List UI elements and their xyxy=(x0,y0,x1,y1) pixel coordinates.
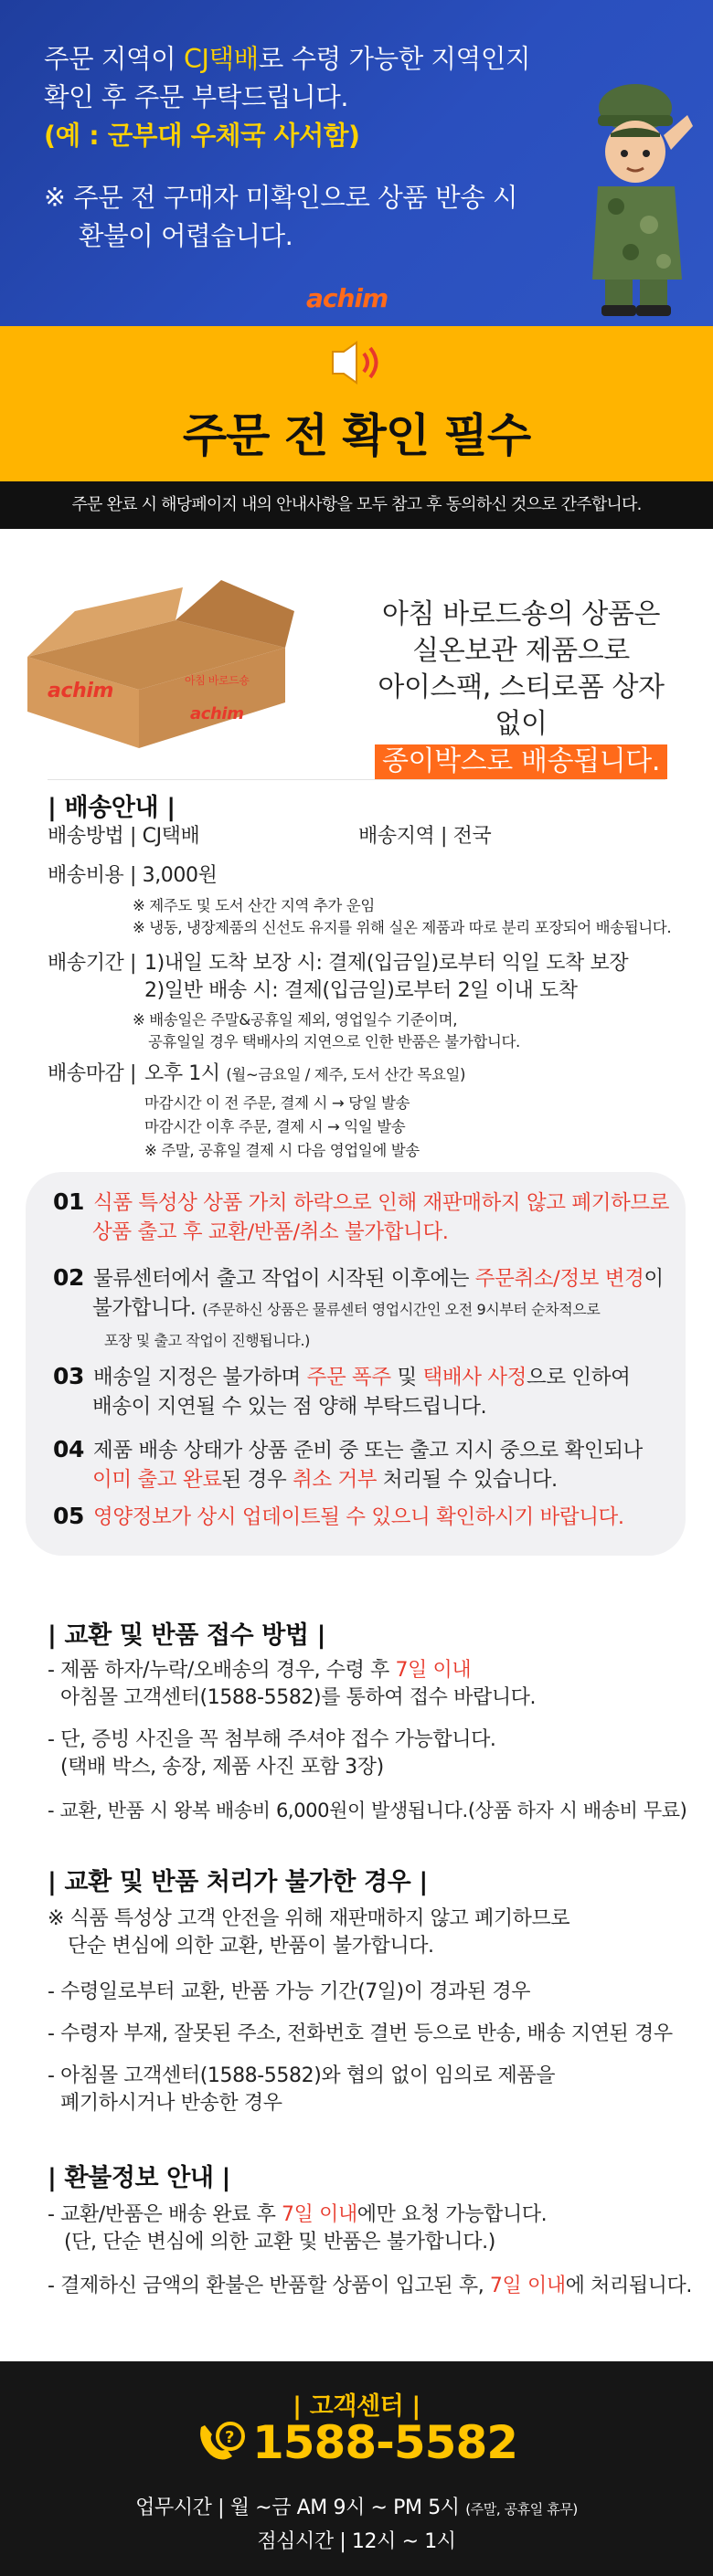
must-check-band xyxy=(0,326,713,481)
impossible-c1: - 아침몰 고객센터(1588-5582)와 협의 없이 임의로 제품을 xyxy=(48,2064,556,2087)
banner-line1a: 주문 지역이 xyxy=(44,44,184,74)
delivery-cutoff-note1: 마감시간 이 전 주문, 결제 시 → 당일 발송 xyxy=(144,1094,410,1112)
banner-line2: 확인 후 주문 부탁드립니다. xyxy=(44,82,349,112)
box-line2: 실온보관 제품으로 xyxy=(412,635,630,667)
notice-text-4c: 된 경우 xyxy=(221,1468,293,1492)
refund-a1-tail: 에만 요청 가능합니다. xyxy=(356,2203,548,2226)
delivery-period-note2: 공휴일일 경우 택배사의 지연으로 인한 반품은 불가합니다. xyxy=(148,1033,520,1050)
notice-item-1 xyxy=(53,1188,669,1247)
footer-lunch: 점심시간 | 12시 ~ 1시 xyxy=(257,2530,456,2553)
notice-text-3b: 주문 폭주 xyxy=(306,1366,391,1389)
footer-hours-text: 업무시간 | 월 ~금 AM 9시 ~ PM 5시 xyxy=(135,2497,460,2519)
notice-item-4 xyxy=(53,1435,643,1494)
refund-a1-text: - 교환/반품은 배송 완료 후 xyxy=(48,2203,282,2226)
exchange-a1 xyxy=(48,1657,471,1684)
notice-text-2f: 포장 및 출고 작업이 진행됩니다.) xyxy=(104,1332,311,1349)
delivery-method: 배송방법 | CJ택배 xyxy=(48,825,200,848)
impossible-title: | 교환 및 반품 처리가 불가한 경우 | xyxy=(48,1868,428,1896)
impossible-c2: 폐기하시거나 반송한 경우 xyxy=(60,2092,282,2115)
notice-text-5: 영양정보가 상시 업데이트될 수 있으니 확인하시기 바랍니다. xyxy=(93,1505,624,1529)
exchange-a1-text: - 제품 하자/누락/오배송의 경우, 수령 후 xyxy=(48,1659,396,1682)
banner-warning xyxy=(44,179,517,256)
divider xyxy=(48,779,665,780)
delivery-cutoff-label: 배송마감 | xyxy=(48,1062,137,1085)
exchange-b1: - 단, 증빙 사진을 꼭 첨부해 주셔야 접수 가능합니다. xyxy=(48,1728,496,1751)
delivery-area: 배송지역 | 전국 xyxy=(358,825,492,848)
refund-a2: (단, 단순 변심에 의한 교환 및 반품은 불가합니다.) xyxy=(64,2231,495,2254)
box-line4: 종이박스로 배송됩니다. xyxy=(375,744,667,779)
notice-item-3 xyxy=(53,1362,630,1421)
notice-number-4: 04 xyxy=(53,1436,84,1462)
phone-question-icon xyxy=(196,2420,249,2462)
refund-a1-days: 7일 이내 xyxy=(282,2203,357,2226)
must-check-title: 주문 전 확인 필수 xyxy=(182,409,531,462)
banner-line1c: 로 수령 xyxy=(258,44,349,74)
notice-text-2b: 주문취소/정보 변경 xyxy=(474,1267,644,1291)
notice-text-3c: 및 xyxy=(390,1366,423,1389)
notice-item-2 xyxy=(53,1263,664,1356)
refund-b1-text: - 결제하신 금액의 환불은 반품할 상품이 입고된 후, xyxy=(48,2275,490,2297)
notice-number-3: 03 xyxy=(53,1363,84,1389)
notice-text-4d: 취소 거부 xyxy=(293,1468,378,1492)
notice-text-3e: 으로 인하여 xyxy=(526,1366,631,1389)
footer-hours-sub: (주말, 공휴일 휴무) xyxy=(465,2501,578,2518)
banner-line1e: 인지 xyxy=(480,44,531,74)
banner-text xyxy=(44,40,530,155)
notice-number-1: 01 xyxy=(53,1188,84,1215)
delivery-period1: 1)내일 도착 보장 시: 결제(입금일)로부터 익일 도착 보장 xyxy=(144,952,629,975)
delivery-cutoff-time: 오후 1시 xyxy=(144,1062,220,1085)
notice-text-4e: 처리될 수 있습니다. xyxy=(377,1468,558,1492)
impossible-red1: ※ 식품 특성상 고객 안전을 위해 재판매하지 않고 폐기하므로 xyxy=(48,1907,570,1930)
notice-item-5 xyxy=(53,1502,624,1532)
footer-title: | 고객센터 | xyxy=(293,2392,420,2421)
notice-text-2d: 불가합니다. xyxy=(92,1296,197,1320)
notice-text-1b: 상품 출고 후 교환/반품/취소 불가합니다. xyxy=(92,1220,449,1244)
customer-center-footer xyxy=(0,2361,713,2576)
delivery-period-note1: ※ 배송일은 주말&공휴일 제외, 영업일수 기준이며, xyxy=(133,1011,458,1029)
notice-text-3f: 배송이 지연될 수 있는 점 양해 부탁드립니다. xyxy=(92,1395,487,1419)
delivery-cutoff xyxy=(144,1061,465,1088)
achim-logo: achim xyxy=(306,283,388,313)
notice-number-5: 05 xyxy=(53,1503,84,1529)
box-section xyxy=(0,529,713,780)
delivery-cutoff-note2: 마감시간 이후 주문, 결제 시 → 익일 발송 xyxy=(144,1118,406,1135)
footer-tel[interactable] xyxy=(0,2416,713,2469)
notice-number-2: 02 xyxy=(53,1264,84,1291)
top-banner xyxy=(0,0,713,326)
notice-text-3a: 배송일 지정은 불가하며 xyxy=(93,1366,307,1389)
delivery-cutoff-sub: (월~금요일 / 제주, 도서 산간 목요일) xyxy=(226,1066,466,1083)
exchange-a2: 아침몰 고객센터(1588-5582)를 통하여 접수 바랍니다. xyxy=(60,1686,537,1709)
notice-text-4a: 제품 배송 상태가 상품 준비 중 또는 출고 지시 중으로 확인되나 xyxy=(93,1439,643,1462)
delivery-cutoff-note3: ※ 주말, 공휴일 결제 시 다음 영업일에 발송 xyxy=(144,1142,420,1159)
exchange-title: | 교환 및 반품 접수 방법 | xyxy=(48,1621,326,1650)
exchange-b2: (택배 박스, 송장, 제품 사진 포함 3장) xyxy=(60,1756,384,1779)
impossible-red2: 단순 변심에 의한 교환, 반품이 불가합니다. xyxy=(68,1935,434,1958)
box-logo-side: achim xyxy=(190,704,244,723)
box-line3: 아이스팩, 스티로폼 상자 없이 xyxy=(378,671,665,740)
delivery-period-label: 배송기간 | xyxy=(48,952,137,975)
banner-warning-line2: 환불이 어렵습니다. xyxy=(79,221,293,251)
refund-b1-tail: 에 처리됩니다. xyxy=(565,2275,692,2297)
notice-text-1a: 식품 특성상 상품 가치 하락으로 인해 재판매하지 않고 폐기하므로 xyxy=(93,1191,670,1215)
banner-line1d: 가능한 지역 xyxy=(348,44,481,74)
cardboard-box-icon xyxy=(20,575,294,748)
impossible-a: - 수령일로부터 교환, 반품 가능 기간(7일)이 경과된 경우 xyxy=(48,1980,531,2003)
notice-text-4b: 이미 출고 완료 xyxy=(92,1468,222,1492)
notice-text-2a: 물류센터에서 출고 작업이 시작된 이후에는 xyxy=(93,1267,475,1291)
delivery-cost: 배송비용 | 3,000원 xyxy=(48,864,218,887)
agreement-notice: 주문 완료 시 해당페이지 내의 안내사항을 모두 참고 후 동의하신 것으로 간주합니다. xyxy=(0,481,713,529)
footer-tel-number[interactable]: 1588-5582 xyxy=(251,2416,518,2469)
banner-cj: CJ택배 xyxy=(183,44,259,74)
banner-warning-line1: ※ 주문 전 구매자 미확인으로 상품 반송 시 xyxy=(44,183,518,213)
soldier-salute-icon xyxy=(585,79,695,316)
delivery-title: | 배송안내 | xyxy=(48,794,176,822)
speaker-icon xyxy=(329,339,384,386)
box-tag: 아침 바로드숑 xyxy=(185,674,250,687)
exchange-c1: - 교환, 반품 시 왕복 배송비 6,000원이 발생됩니다.(상품 하자 시 배송비 무료) xyxy=(48,1800,687,1821)
exchange-a1-days: 7일 이내 xyxy=(395,1659,472,1682)
notice-text-3d: 택배사 사정 xyxy=(422,1366,527,1389)
box-logo: achim xyxy=(48,680,114,702)
refund-title: | 환불정보 안내 | xyxy=(48,2164,231,2192)
delivery-cost-note2: ※ 냉동, 냉장제품의 신선도 유지를 위해 실온 제품과 따로 분리 포장되어 배송됩니다. xyxy=(133,919,672,936)
svg-text:?: ? xyxy=(224,2428,234,2447)
refund-a1 xyxy=(48,2201,547,2229)
notice-text-2c: 이 xyxy=(644,1267,664,1291)
delivery-period2: 2)일반 배송 시: 결제(입금일)로부터 2일 이내 도착 xyxy=(144,979,578,1002)
impossible-b: - 수령자 부재, 잘못된 주소, 전화번호 결번 등으로 반송, 배송 지연된 경우 xyxy=(48,2022,673,2045)
refund-b1 xyxy=(48,2273,692,2300)
refund-b1-days: 7일 이내 xyxy=(489,2275,566,2297)
notice-text-2e: (주문하신 상품은 물류센터 영업시간인 오전 9시부터 순차적으로 xyxy=(202,1301,601,1318)
footer-hours xyxy=(0,2492,713,2520)
box-line1: 아침 바로드숑의 상품은 xyxy=(381,598,661,630)
banner-example: (예 : 군부대 우체국 사서함) xyxy=(44,121,360,151)
delivery-cost-note1: ※ 제주도 및 도서 산간 지역 추가 운임 xyxy=(133,897,375,914)
box-text xyxy=(366,596,676,780)
